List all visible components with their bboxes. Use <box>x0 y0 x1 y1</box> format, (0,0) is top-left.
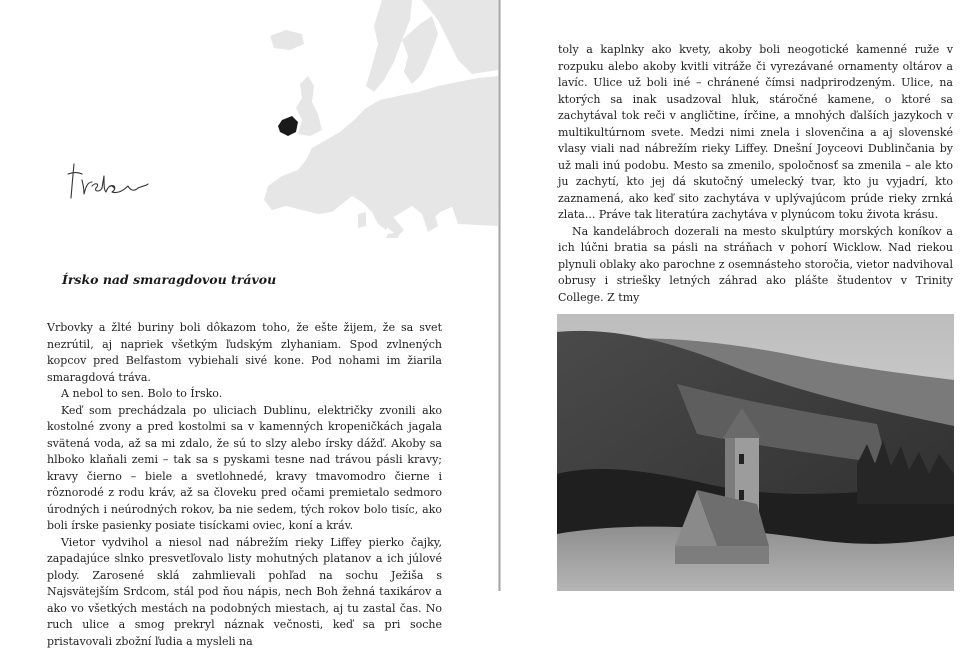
paragraph: Keď som prechádzala po uliciach Dublinu, električky zvonili ako kostolné zvony a pred kostolmi sa v kamenných kropeničkách jagala svätená voda, až sa mi zdalo, že sú to slzy alebo írsky dážď. Akoby sa hlboko klaňali zemi – tak sa s pyskami tesne nad trávou pásli kravy; kravy čierno – biele a svetlohnedé, kravy tmavomodro čierne i rôznorodé z rodu kráv, až sa človeku pred očami premietalo sedmoro úrodných i neúrodných rokov, ba nie sedem, tých rokov bolo tisíc, ako boli írske pasienky posiate tisíckami oviec, koní a kráv. <box>47 403 442 535</box>
europe-map-icon <box>262 0 498 238</box>
left-body-text <box>47 320 442 650</box>
paragraph: toly a kaplnky ako kvety, akoby boli neogotické kamenné ruže v rozpuku alebo akoby kvitli vitráže či vyrezávané ornamenty oltárov a lavíc. Ulice už boli iné – chránené čímsi nadprirodzeným. Ulice, na ktorých sa inak usadzoval hluk, stáročné kamene, o ktoré sa zachytával tok reči v angličtine, írčine, a mnohých ďalších jazykoch v multikultúrnom svete. Medzi nimi znela i slovenčina a aj slovenské vlasy viali nad nábrežím rieky Liffey. Dnešní Joyceovi Dublinčania by už mali inú podobu. Mesto sa zmenilo, spoločnosť sa zmenila – ale kto ju zachytí, kto jej dá skutočný umelecký tvar, kto ju vyjadrí, kto zaznamená, ako keď sito zachytáva v uplývajúcom prúde rieky zrnká zlata... Práve tak literatúra zachytáva v plynúcom toku života krásu. <box>558 42 953 224</box>
round-tower-photo <box>557 314 954 591</box>
paragraph: Na kandelábroch dozerali na mesto skulptúry morských koníkov a ich lúčni bratia sa pásli na stráňach v pohorí Wicklow. Nad riekou plynuli oblaky ako parochne z osemnásteho storočia, vietor nadvihoval obrusy i striešky letných záhrad ako plášte študentov v Trinity College. Z tmy <box>558 224 953 307</box>
signature-irsko <box>64 158 154 204</box>
landscape-photo-icon <box>557 314 954 591</box>
handwritten-title-icon <box>64 158 154 204</box>
europe-map <box>262 0 498 238</box>
paragraph: A nebol to sen. Bolo to Írsko. <box>47 386 442 403</box>
right-body-text <box>558 42 953 306</box>
paragraph: Vietor vydvihol a niesol nad nábrežím rieky Liffey pierko čajky, zapadajúce slnko presvetľovalo listy mohutných platanov a ich júlové plody. Zarosené sklá zahmlievali pohľad na sochu Ježiša s Najsvätejším Srdcom, stál pod ňou nápis, nech Boh žehná taxikárov a ako vo všetkých mestách na podobných miestach, aj tu zastal čas. No ruch ulice a smog prekryl náznak večnosti, keď sa pri soche pristavovali zbožní ľudia a mysleli na <box>47 535 442 650</box>
chapter-title: Írsko nad smaragdovou trávou <box>62 272 276 287</box>
left-page <box>0 0 500 591</box>
right-page <box>501 0 970 591</box>
paragraph: Vrbovky a žlté buriny boli dôkazom toho, že ešte žijem, že sa svet nezrútil, aj napriek všetkým ľudským zlyhaniam. Spod zvlnených kopcov pred Belfastom vybiehali sivé kone. Pod nohami im žiarila smaragdová tráva. <box>47 320 442 386</box>
